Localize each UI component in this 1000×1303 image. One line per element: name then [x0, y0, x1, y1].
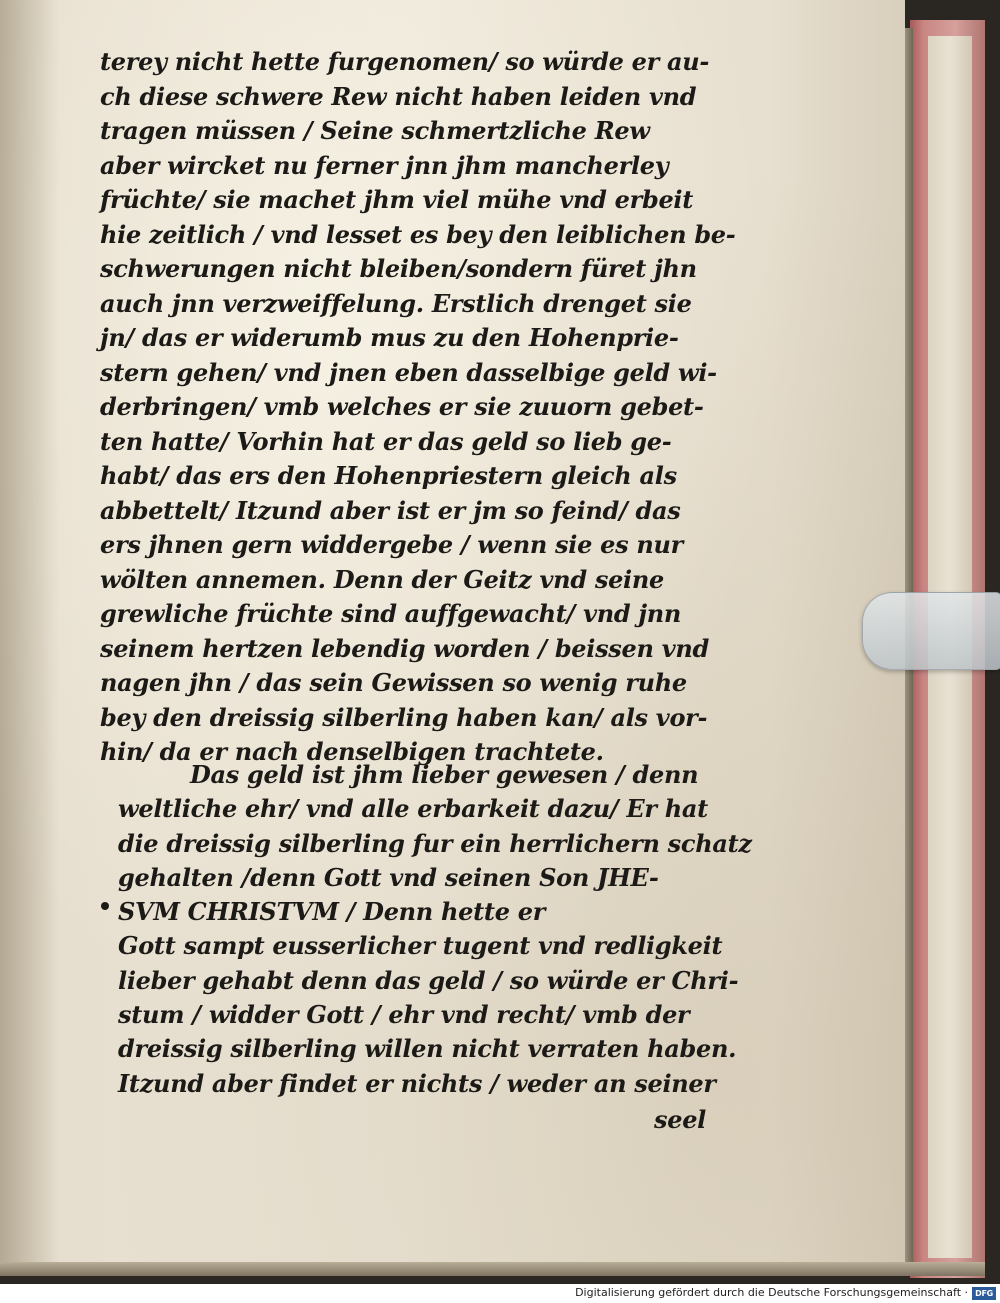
- text-line: terey nicht hette furgenomen/ so würde er au-: [100, 47, 710, 76]
- text-line: hin/ da er nach denselbigen trachtete.: [100, 737, 604, 766]
- text-line: habt/ das ers den Hohenpriestern gleich als: [100, 461, 677, 490]
- paragraph-1: [100, 45, 736, 770]
- text-line: ch diese schwere Rew nicht haben leiden vnd: [100, 81, 697, 111]
- text-line: Das geld ist jhm lieber gewesen / denn: [190, 760, 699, 789]
- text-line: schwerungen nicht bleiben/sondern füret jhn: [100, 254, 697, 283]
- text-line: weltliche ehr/ vnd alle erbarkeit dazu/ Er hat: [118, 794, 708, 824]
- text-line: seinem hertzen lebendig worden / beissen vnd: [100, 633, 709, 663]
- dfg-logo: DFG: [972, 1287, 996, 1300]
- text-line: SVM CHRISTVM / Denn hette er: [118, 897, 546, 927]
- funding-credit: Digitalisierung gefördert durch die Deutsche Forschungsgemeinschaft ·: [575, 1286, 968, 1299]
- paragraph-2: [118, 758, 752, 1137]
- text-line: aber wircket nu ferner jnn jhm mancherley: [100, 150, 669, 180]
- text-line: derbringen/ vmb welches er sie zuuorn gebet-: [100, 392, 704, 421]
- text-line: nagen jhn / das sein Gewissen so wenig ruhe: [100, 668, 687, 697]
- text-line: abbettelt/ Itzund aber ist er jm so feind/ das: [100, 495, 681, 525]
- text-line: Gott sampt eusserlicher tugent vnd redligkeit: [118, 931, 723, 961]
- margin-mark: [101, 902, 109, 910]
- text-line: früchte/ sie machet jhm viel mühe vnd erbeit: [100, 185, 694, 214]
- text-line: wölten annemen. Denn der Geitz vnd seine: [100, 564, 664, 594]
- text-line: die dreissig silberling fur ein herrlichern schatz: [118, 828, 752, 858]
- footer-bar: [0, 1284, 1000, 1303]
- page-holder-clip: [862, 592, 1000, 670]
- text-line: stern gehen/ vnd jnen eben dasselbige geld wi-: [100, 357, 717, 387]
- text-line: lieber gehabt denn das geld / so würde er Chri-: [118, 965, 739, 995]
- gutter-shadow: [0, 0, 60, 1275]
- text-line: auch jnn verzweiffelung. Erstlich drenget sie: [100, 288, 692, 318]
- text-line: ers jhnen gern widdergebe / wenn sie es nur: [100, 530, 683, 559]
- text-line: bey den dreissig silberling haben kan/ als vor-: [100, 702, 708, 732]
- catchword: seel: [654, 1104, 706, 1134]
- text-line: grewliche früchte sind auffgewacht/ vnd jnn: [100, 599, 682, 628]
- text-line: jn/ das er widerumb mus zu den Hohenprie-: [100, 323, 679, 352]
- text-line: Itzund aber findet er nichts / weder an seiner: [118, 1068, 716, 1098]
- page-bottom-edge: [0, 1262, 985, 1276]
- text-line: tragen müssen / Seine schmertzliche Rew: [100, 116, 650, 145]
- text-line: dreissig silberling willen nicht verraten haben.: [118, 1034, 737, 1064]
- text-line: ten hatte/ Vorhin hat er das geld so lieb ge-: [100, 426, 672, 456]
- text-line: gehalten /denn Gott vnd seinen Son JHE-: [118, 862, 659, 892]
- text-line: stum / widder Gott / ehr vnd recht/ vmb der: [118, 1000, 690, 1030]
- text-line: hie zeitlich / vnd lesset es bey den leiblichen be-: [100, 219, 736, 249]
